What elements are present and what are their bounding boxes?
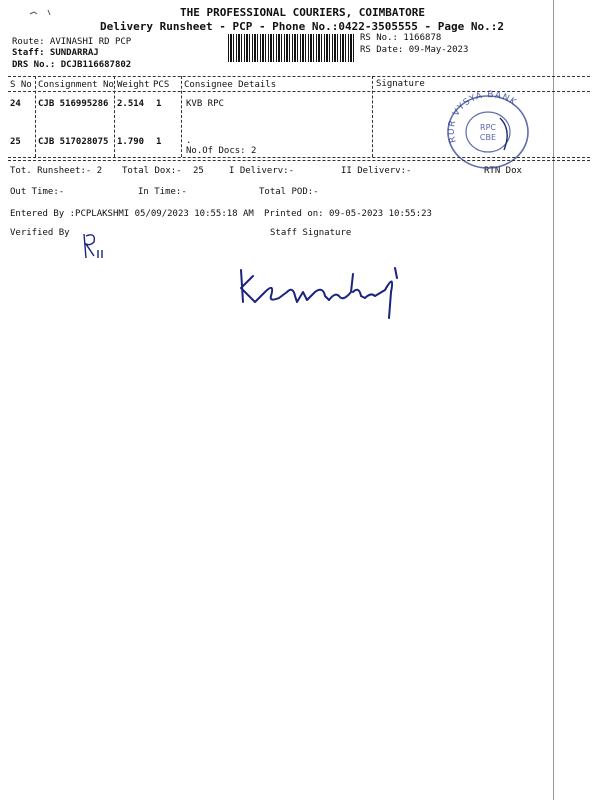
printed-on: Printed on: 09-05-2023 10:55:23 [264, 209, 432, 219]
runsheet-subtitle: Delivery Runsheet - PCP - Phone No.:0422-3505555 - Page No.:2 [100, 20, 504, 33]
in-time: In Time:- [138, 187, 187, 197]
rs-date: RS Date: 09-May-2023 [360, 45, 469, 55]
no-of-docs: No.Of Docs: 2 [186, 146, 257, 156]
table-row-sno: 24 [10, 99, 21, 109]
company-title: THE PROFESSIONAL COURIERS, COIMBATORE [180, 6, 426, 19]
total-pod: Total POD:- [259, 187, 319, 197]
header-weight: Weight [117, 80, 150, 90]
table-row-consignment: CJB 516995286 [38, 99, 109, 109]
header-sno: S No [10, 80, 32, 90]
stamp-center-2: CBE [479, 133, 497, 142]
col-divider [114, 76, 115, 157]
bank-stamp [442, 90, 534, 172]
rs-number: RS No.: 1166878 [360, 33, 442, 43]
corner-scribble [28, 8, 56, 18]
header-pcs: PCS [153, 80, 170, 90]
table-row-weight: 2.514 [117, 99, 145, 109]
table-row-sno: 25 [10, 137, 21, 147]
table-row-consignee: . [186, 136, 192, 146]
header-consignment: Consignment No [38, 80, 114, 90]
table-row-consignee: KVB RPC [186, 99, 224, 109]
header-signature: Signature [376, 79, 425, 89]
rtn-dox: RTN Dox [484, 166, 522, 176]
ii-delivery: II Deliverv:- [341, 166, 412, 176]
total-dox-value: 25 [193, 166, 204, 176]
verified-by-label: Verified By [10, 228, 70, 238]
i-delivery: I Deliverv:- [229, 166, 295, 176]
col-divider [372, 76, 373, 157]
col-divider [181, 76, 182, 157]
page-edge-line [553, 0, 554, 800]
table-row-pcs: 1 [156, 137, 162, 147]
table-row-pcs: 1 [156, 99, 162, 109]
barcode [228, 34, 356, 62]
table-row-consignment: CJB 517028075 [38, 137, 109, 147]
staff-signature-label: Staff Signature [270, 228, 352, 238]
col-divider [35, 76, 36, 157]
staff-signature [235, 262, 435, 322]
table-top-rule [8, 76, 590, 77]
drs-number: DRS No.: DCJB116687802 [12, 60, 132, 70]
out-time: Out Time:- [10, 187, 65, 197]
staff-label: Staff: SUNDARRAJ [12, 48, 99, 58]
total-dox-label: Total Dox:- [122, 166, 182, 176]
entered-by: Entered By :PCPLAKSHMI 05/09/2023 10:55:18 AM [10, 209, 254, 219]
header-consignee: Consignee Details [184, 80, 277, 90]
tot-runsheet: Tot. Runsheet:- 2 [10, 166, 103, 176]
table-row-weight: 1.790 [117, 137, 145, 147]
stamp-ring-text: RUR VYSYA BANK [447, 90, 519, 144]
route-label: Route: AVINASHI RD PCP [12, 37, 132, 47]
verifier-initials [80, 230, 120, 262]
stamp-center-1: RPC [480, 123, 496, 132]
